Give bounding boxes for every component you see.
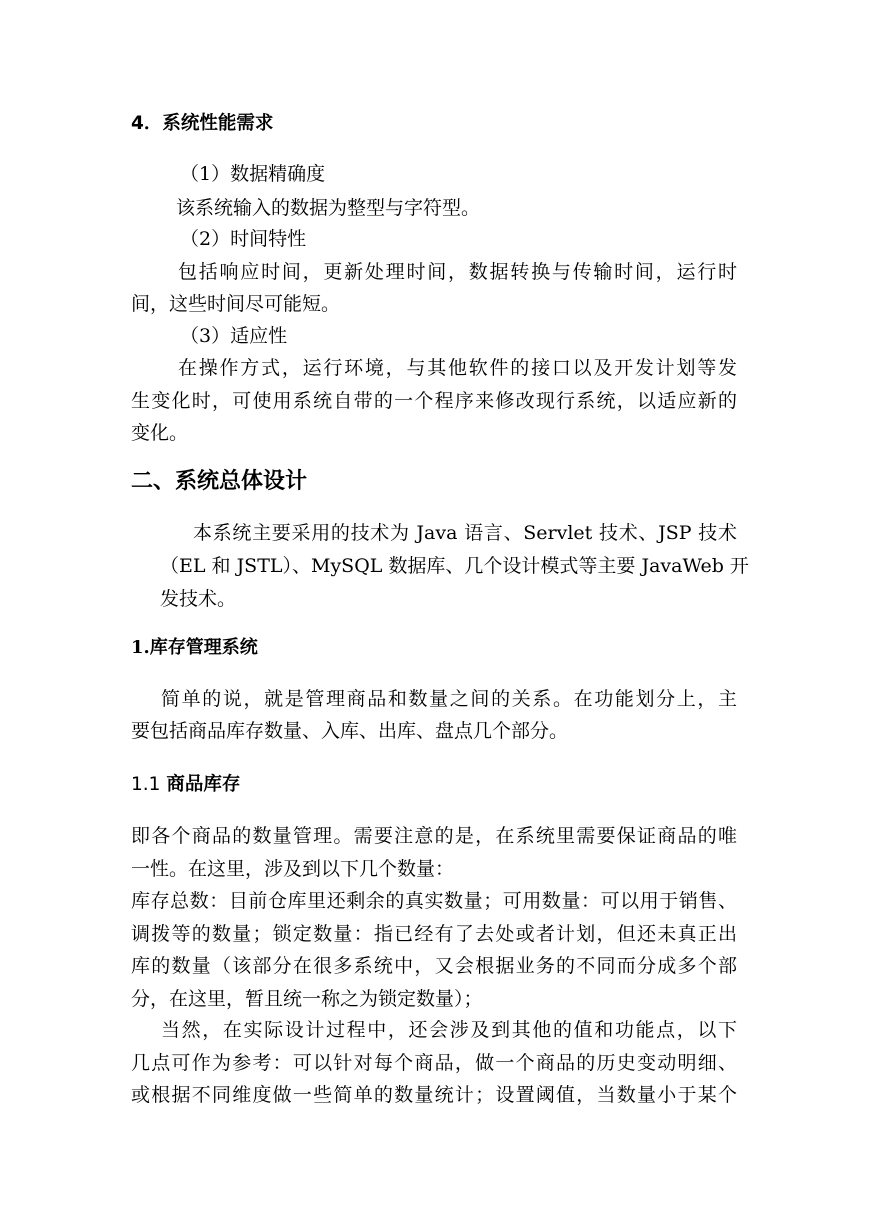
subsection-number: 1.1 — [131, 774, 161, 795]
paragraph-time-line-2: 间，这些时间尽可能短。 — [131, 293, 341, 315]
paragraph-tech-line-1: 本系统主要采用的技术为 Java 语言、Servlet 技术、JSP 技术 — [193, 522, 737, 544]
paragraph-stock-line-8: 几点可作为参考：可以针对每个商品，做一个商品的历史变动明细、 — [131, 1052, 737, 1074]
paragraph-adapt-line-2: 生变化时，可使用系统自带的一个程序来修改现行系统，以适应新的 — [131, 390, 737, 412]
paragraph-stock-line-3: 库存总数：目前仓库里还剩余的真实数量；可用数量：可以用于销售、 — [131, 890, 737, 912]
section-heading-performance: 4．系统性能需求 — [131, 113, 274, 134]
subheading-time-characteristics: （2）时间特性 — [180, 228, 307, 250]
paragraph-stock-line-6: 分，在这里，暂且统一称之为锁定数量）； — [131, 988, 483, 1010]
paragraph-stock-line-5: 库的数量（该部分在很多系统中，又会根据业务的不同而分成多个部 — [131, 955, 737, 977]
subsection-title: 商品库存 — [166, 774, 241, 795]
paragraph-stock-line-9: 或根据不同维度做一些简单的数量统计；设置阈值，当数量小于某个 — [131, 1084, 737, 1106]
paragraph-stock-line-7: 当然，在实际设计过程中，还会涉及到其他的值和功能点，以下 — [161, 1019, 737, 1041]
paragraph-stock-line-4: 调拨等的数量；锁定数量：指已经有了去处或者计划，但还未真正出 — [131, 923, 737, 945]
paragraph-stock-line-1: 即各个商品的数量管理。需要注意的是，在系统里需要保证商品的唯 — [131, 825, 737, 847]
subheading-adaptability: （3）适应性 — [180, 325, 288, 347]
paragraph-tech-line-2: （EL 和 JSTL）、MySQL 数据库、几个设计模式等主要 JavaWeb 开 — [160, 555, 749, 577]
paragraph-inventory-line-2: 要包括商品库存数量、入库、出库、盘点几个部分。 — [131, 720, 569, 742]
chapter-heading-overall-design: 二、系统总体设计 — [131, 469, 308, 494]
paragraph-adapt-line-1: 在操作方式，运行环境，与其他软件的接口以及开发计划等发 — [178, 357, 737, 379]
subheading-data-accuracy: （1）数据精确度 — [180, 163, 326, 185]
paragraph-data-accuracy: 该系统输入的数据为整型与字符型。 — [176, 197, 481, 219]
subsection-heading-product-stock — [131, 773, 240, 797]
paragraph-adapt-line-3: 变化。 — [131, 422, 189, 444]
section-heading-inventory-system: 1.库存管理系统 — [131, 637, 258, 658]
paragraph-time-line-1: 包括响应时间，更新处理时间，数据转换与传输时间，运行时 — [178, 261, 737, 283]
paragraph-stock-line-2: 一性。在这里，涉及到以下几个数量： — [131, 858, 455, 880]
paragraph-tech-line-3: 发技术。 — [160, 588, 237, 610]
paragraph-inventory-line-1: 简单的说，就是管理商品和数量之间的关系。在功能划分上，主 — [161, 688, 737, 710]
